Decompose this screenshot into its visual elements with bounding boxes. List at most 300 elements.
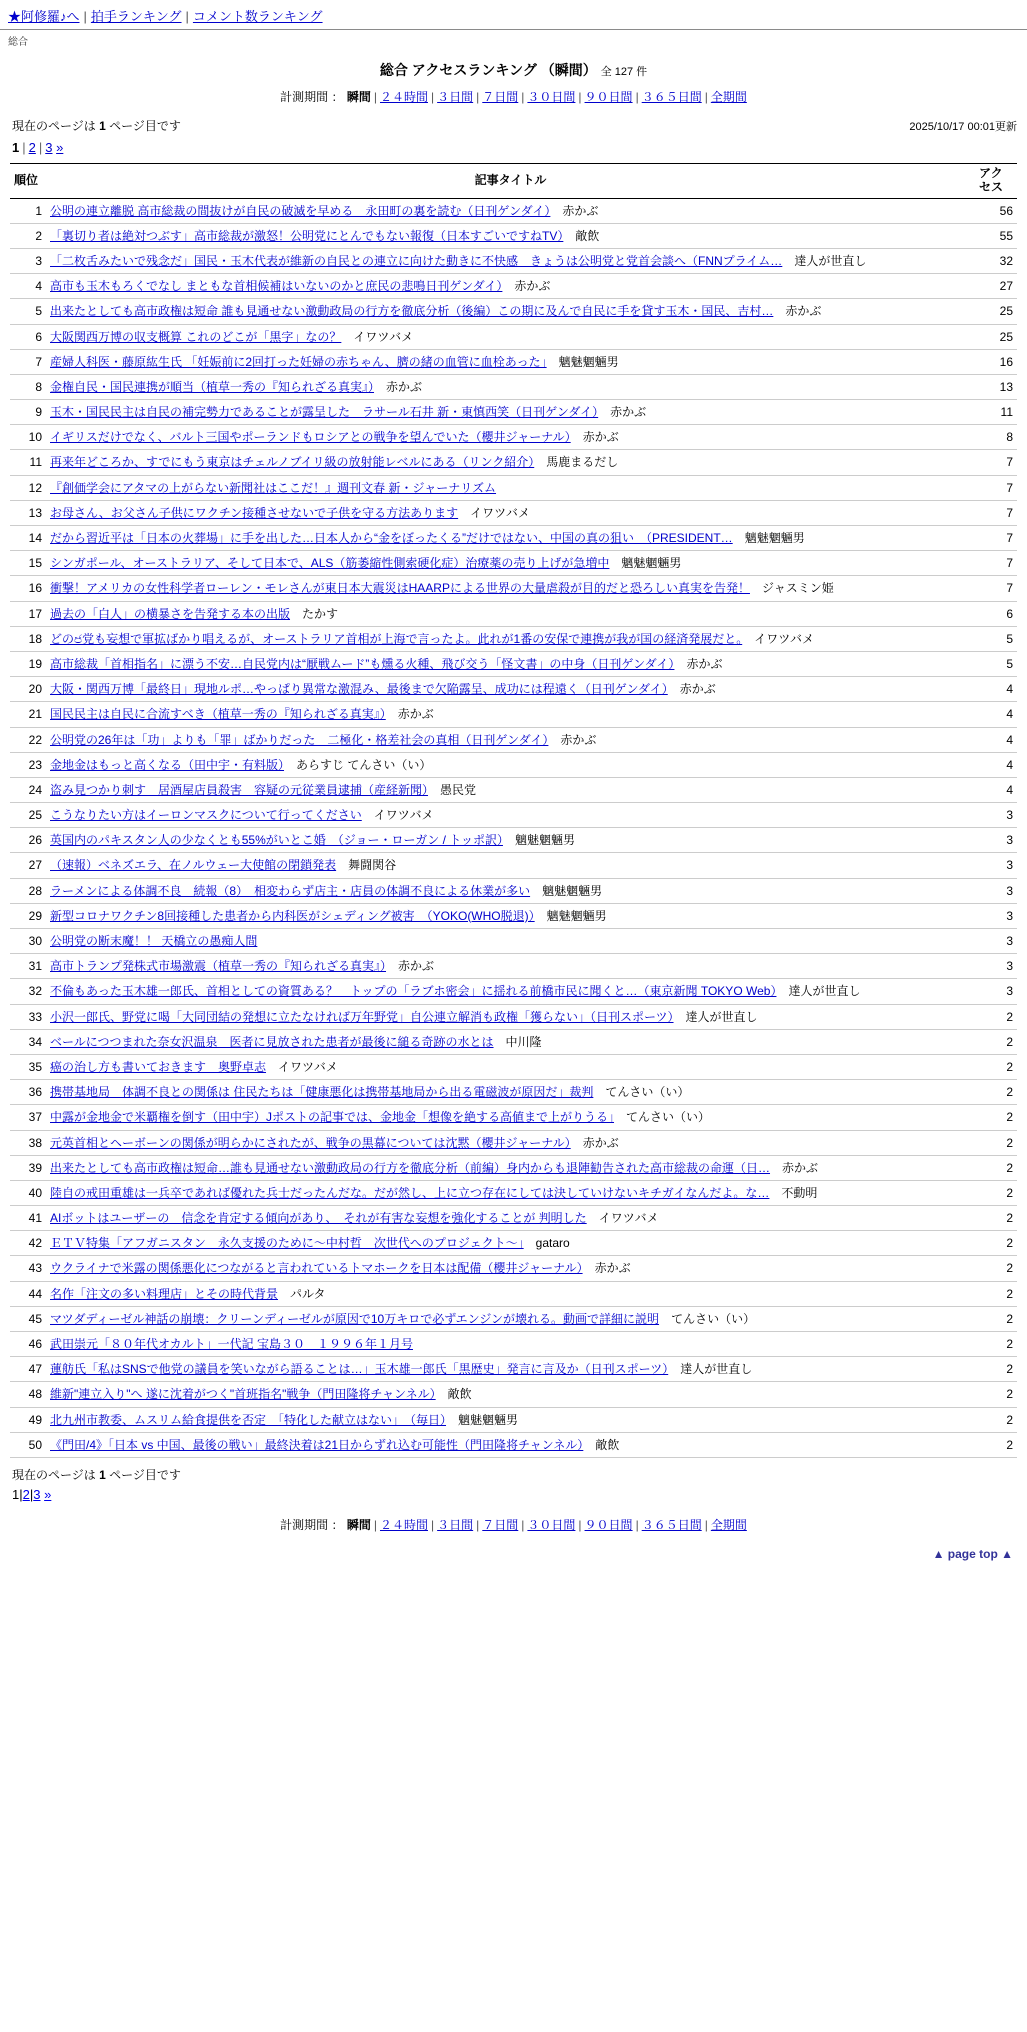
article-author: 赤かぶ	[582, 1135, 619, 1150]
table-row	[10, 752, 1017, 777]
table-row	[10, 903, 1017, 928]
article-author: 敵飲	[575, 228, 600, 243]
period-option-24h-bottom[interactable]: ２４時間	[379, 1517, 428, 1532]
row-title-cell	[46, 1256, 975, 1281]
article-author: イワツバメ	[353, 329, 414, 344]
period-sep-6-bottom: |	[635, 1517, 639, 1532]
table-row	[10, 853, 1017, 878]
table-row	[10, 374, 1017, 399]
table-row	[10, 954, 1017, 979]
article-author: 赤かぶ	[594, 1261, 631, 1276]
article-link[interactable]: 大阪・関西万博「最終日」現地ルポ…やっぱり異常な激混み、最後まで欠陥露呈、成功には程遠く（日刊ゲンダイ）	[50, 682, 668, 697]
row-access-count: 3	[975, 903, 1017, 928]
table-row	[10, 248, 1017, 273]
row-rank: 17	[10, 601, 46, 626]
table-row	[10, 677, 1017, 702]
row-access-count: 7	[975, 450, 1017, 475]
article-author: てんさい（い）	[671, 1311, 756, 1326]
article-link[interactable]: （速報）ベネズエラ、在ノルウェー大使館の閉鎖発表	[50, 858, 337, 873]
row-title-cell	[46, 198, 975, 223]
row-access-count: 2	[975, 1105, 1017, 1130]
updated-timestamp: 2025/10/17 00:01更新	[909, 121, 1017, 133]
page-sep-2-bottom: |	[29, 1486, 34, 1502]
page-top-link[interactable]: ▲ page top ▲	[932, 1546, 1013, 1561]
row-title-cell	[46, 752, 975, 777]
article-author: たかす	[302, 606, 339, 621]
row-rank: 36	[10, 1080, 46, 1105]
page-link-3[interactable]: 3	[45, 140, 53, 155]
pagination-bottom	[12, 1487, 1015, 1502]
row-title-cell	[46, 425, 975, 450]
row-title-cell	[46, 274, 975, 299]
row-access-count: 3	[975, 803, 1017, 828]
row-rank: 12	[10, 475, 46, 500]
table-row	[10, 400, 1017, 425]
article-link[interactable]: こうなりたい方はイーロンマスクについて行ってください	[50, 808, 362, 823]
article-link[interactable]: 英国内のパキスタン人の少なくとも55%がいとこ婚 （ジョー・ローガン / トッポ訳）	[50, 833, 503, 848]
row-access-count: 3	[975, 878, 1017, 903]
table-row	[10, 551, 1017, 576]
article-link[interactable]: 玉木・国民民主は自民の補完勢力であることが露呈した ラサール石井 新・東慎西笑（日刊ゲンダイ）	[50, 405, 599, 420]
nav-link-comment-ranking[interactable]: コメント数ランキング	[192, 9, 323, 24]
article-link[interactable]: 「二枚舌みたいで残念だ」国民・玉木代表が維新の自民との連立に向けた動きに不快感 きょうは公明党と党首会談へ（FNNプライム…	[50, 253, 783, 268]
row-rank: 29	[10, 903, 46, 928]
row-access-count: 2	[975, 1256, 1017, 1281]
row-rank: 37	[10, 1105, 46, 1130]
period-sep-6: |	[635, 90, 639, 104]
table-row	[10, 223, 1017, 248]
period-sep-2-bottom: |	[431, 1517, 435, 1532]
row-title-cell	[46, 1180, 975, 1205]
period-sep-5-bottom: |	[578, 1517, 582, 1532]
row-rank: 3	[10, 248, 46, 273]
table-row	[10, 878, 1017, 903]
article-link[interactable]: 出来たとしても高市政権は短命 誰も見通せない激動政局の行方を徹底分析（後編）この期に及んで自民に手を貸す玉木・国民、吉村…	[50, 304, 774, 319]
article-author: 不動明	[781, 1185, 818, 1200]
row-access-count: 13	[975, 374, 1017, 399]
top-navigation	[0, 0, 1027, 30]
row-rank: 45	[10, 1306, 46, 1331]
row-access-count: 2	[975, 1029, 1017, 1054]
row-rank: 25	[10, 803, 46, 828]
row-title-cell	[46, 1281, 975, 1306]
table-row	[10, 500, 1017, 525]
row-title-cell	[46, 677, 975, 702]
row-rank: 18	[10, 626, 46, 651]
table-row	[10, 777, 1017, 802]
page-top-link-container	[0, 1533, 1027, 1579]
table-row	[10, 727, 1017, 752]
article-author: 赤かぶ	[785, 304, 822, 319]
row-access-count: 5	[975, 626, 1017, 651]
row-title-cell	[46, 1004, 975, 1029]
row-access-count: 2	[975, 1231, 1017, 1256]
article-author: 馬鹿まるだし	[546, 455, 619, 470]
page-link-1[interactable]: 1	[12, 140, 20, 155]
row-rank: 34	[10, 1029, 46, 1054]
row-title-cell	[46, 576, 975, 601]
period-option-365d[interactable]: ３６５日間	[641, 90, 702, 104]
row-title-cell	[46, 475, 975, 500]
row-access-count: 2	[975, 1281, 1017, 1306]
row-title-cell	[46, 929, 975, 954]
row-access-count: 4	[975, 777, 1017, 802]
row-title-cell	[46, 601, 975, 626]
article-link[interactable]: 金地金はもっと高くなる（田中宇・有料版）	[50, 757, 285, 772]
article-link[interactable]: 高市トランプ発株式市場激震（植草一秀の『知られざる真実』）	[50, 959, 387, 974]
article-link[interactable]: 中露が金地金で米覇権を倒す（田中宇）Jポストの記事では、金地金「想像を絶する高値まで上がりうる」	[50, 1110, 615, 1125]
table-row	[10, 1306, 1017, 1331]
page-title	[0, 60, 1027, 80]
row-title-cell	[46, 551, 975, 576]
row-access-count: 7	[975, 475, 1017, 500]
row-rank: 9	[10, 400, 46, 425]
ranking-table	[10, 163, 1017, 1458]
row-rank: 49	[10, 1407, 46, 1432]
table-row	[10, 1256, 1017, 1281]
article-link[interactable]: AIボットはユーザーの 信念を肯定する傾向があり、 それが有害な妄想を強化することが 判明した	[50, 1211, 587, 1226]
article-author: 赤かぶ	[398, 959, 435, 974]
article-author: 敵飲	[447, 1387, 472, 1402]
row-title-cell	[46, 400, 975, 425]
article-author: 赤かぶ	[679, 682, 716, 697]
article-link[interactable]: ＥＴＶ特集「アフガニスタン 永久支援のために～中村哲 次世代へのプロジェクト～」	[50, 1236, 524, 1251]
row-access-count: 2	[975, 1206, 1017, 1231]
row-access-count: 2	[975, 1382, 1017, 1407]
article-link[interactable]: 再来年どころか、すでにもう東京はチェルノブイリ級の放射能レベルにある（リンク紹介）	[50, 455, 535, 470]
article-link[interactable]: 《門田/4》「日本 vs 中国、最後の戦い」最終決着は21日からずれ込む可能性（門田隆将チャンネル）	[50, 1437, 584, 1452]
page-link-next[interactable]: »	[56, 140, 64, 155]
article-author: てんさい（い）	[626, 1110, 711, 1125]
row-rank: 2	[10, 223, 46, 248]
article-link[interactable]: 携帯基地局 体調不良との関係は 住民たちは「健康悪化は携帯基地局から出る電磁波が原因だ」裁判	[50, 1085, 594, 1100]
article-author: ジャスミン姫	[761, 581, 834, 596]
row-title-cell	[46, 526, 975, 551]
table-row	[10, 803, 1017, 828]
table-row	[10, 702, 1017, 727]
article-author: 達人が世直し	[788, 984, 861, 999]
article-author: パルタ	[290, 1286, 326, 1301]
table-row	[10, 1155, 1017, 1180]
row-rank: 20	[10, 677, 46, 702]
period-sep-7: |	[704, 90, 708, 104]
article-author: 達人が世直し	[685, 1009, 758, 1024]
article-link[interactable]: 公明の連立離脱 高市総裁の間抜けが自民の破滅を早める 永田町の裏を読む（日刊ゲンダイ）	[50, 203, 551, 218]
table-row	[10, 450, 1017, 475]
row-title-cell	[46, 248, 975, 273]
current-page-post: ページ目です	[109, 119, 181, 133]
row-access-count: 2	[975, 1130, 1017, 1155]
row-access-count: 25	[975, 324, 1017, 349]
article-author: 赤かぶ	[514, 279, 551, 294]
page-link-next-bottom[interactable]: »	[44, 1486, 52, 1502]
row-rank: 15	[10, 551, 46, 576]
article-author: 赤かぶ	[686, 656, 723, 671]
row-rank: 30	[10, 929, 46, 954]
row-access-count: 7	[975, 500, 1017, 525]
article-author: 舞闘関谷	[348, 858, 397, 873]
article-author: 魑魅魍魎男	[744, 531, 805, 546]
article-author: 魑魅魍魎男	[546, 908, 607, 923]
row-title-cell	[46, 626, 975, 651]
article-link[interactable]: 過去の「白人」の横暴さを告発する本の出版	[50, 606, 291, 621]
page-link-1-bottom[interactable]: 1	[12, 1486, 20, 1502]
row-title-cell	[46, 374, 975, 399]
article-link[interactable]: 金権自民・国民連携が順当（植草一秀の『知られざる真実』）	[50, 379, 375, 394]
page-link-2-bottom[interactable]: 2	[22, 1486, 30, 1502]
table-row	[10, 274, 1017, 299]
article-link[interactable]: 「裏切り者は絶対つぶす」高市総裁が激怒！公明党にとんでもない報復（日本すごいですねTV）	[50, 228, 564, 243]
period-sep-3-bottom: |	[476, 1517, 480, 1532]
current-page-number-bottom: 1	[99, 1467, 106, 1482]
row-title-cell	[46, 450, 975, 475]
article-author: 魑魅魍魎男	[514, 833, 575, 848]
article-author: 愚民党	[440, 782, 477, 797]
page-link-3-bottom[interactable]: 3	[33, 1486, 41, 1502]
header-title: 記事タイトル	[46, 164, 975, 199]
table-row	[10, 1432, 1017, 1457]
article-link[interactable]: 出来たとしても高市政権は短命…誰も見通せない激動政局の行方を徹底分析（前編）身内からも退陣勧告された高市総裁の命運（日…	[50, 1160, 771, 1175]
row-access-count: 3	[975, 828, 1017, 853]
row-access-count: 56	[975, 198, 1017, 223]
article-author: 赤かぶ	[397, 707, 434, 722]
row-access-count: 3	[975, 929, 1017, 954]
nav-link-asyura[interactable]: ★阿修羅♪へ	[8, 9, 80, 24]
article-link[interactable]: 新型コロナワクチン8回接種した患者から内科医がシェディング被害 （YOKO(WHO脱退)）	[50, 908, 535, 923]
article-link[interactable]: 不倫もあった玉木雄一郎氏、首相としての資質ある？ トップの「ラブホ密会」に揺れる前橋市民に聞くと…（東京新聞 TOKYO Web）	[50, 984, 777, 999]
row-title-cell	[46, 1231, 975, 1256]
nav-separator-1: |	[83, 9, 87, 24]
article-link[interactable]: 維新"連立入り"へ 遂に沈着がつく"首班指名"戦争（門田隆将チャンネル）	[50, 1387, 436, 1402]
period-option-instant[interactable]: 瞬間	[346, 90, 371, 104]
article-link[interactable]: 高市も玉木もろくでなし まともな首相候補はいないのかと庶民の悲鳴日刊ゲンダイ）	[50, 279, 503, 294]
row-rank: 27	[10, 853, 46, 878]
article-link[interactable]: ラーメンによる体調不良 続報（8） 相変わらず店主・店員の体調不良による休業が多い	[50, 883, 531, 898]
period-sep-3: |	[476, 90, 480, 104]
table-row	[10, 576, 1017, 601]
row-access-count: 25	[975, 299, 1017, 324]
row-access-count: 3	[975, 979, 1017, 1004]
period-option-instant-bottom[interactable]: 瞬間	[346, 1517, 371, 1532]
period-option-all[interactable]: 全期間	[710, 90, 747, 104]
table-row	[10, 1105, 1017, 1130]
article-author: 赤かぶ	[610, 405, 647, 420]
row-rank: 42	[10, 1231, 46, 1256]
period-option-24h[interactable]: ２４時間	[379, 90, 428, 104]
row-access-count: 4	[975, 752, 1017, 777]
article-link[interactable]: シンガポール、オーストラリア、そして日本で、ALS（筋萎縮性側索硬化症）治療薬の売り上げが急増中	[50, 556, 610, 571]
row-access-count: 2	[975, 1407, 1017, 1432]
period-selector-bottom	[0, 1516, 1027, 1533]
article-link[interactable]: ウクライナで米露の関係悪化につながると言われているトマホークを日本は配備（櫻井ジャーナル）	[50, 1261, 583, 1276]
row-access-count: 3	[975, 853, 1017, 878]
article-link[interactable]: ベールにつつまれた奈女沢温泉 医者に見放された患者が最後に縋る奇跡の水とは	[50, 1034, 494, 1049]
period-option-7d[interactable]: ７日間	[482, 90, 519, 104]
header-rank: 順位	[10, 164, 46, 199]
article-link[interactable]: マツダディーゼル神話の崩壊：クリーンディーゼルが原因で10万キロで必ずエンジンが壊れる。動画で詳細に説明	[50, 1311, 660, 1326]
article-link[interactable]: 小沢一郎氏、野党に喝「大同団結の発想に立たなければ万年野党」自公連立解消も政権「獲らない」（日刊スポーツ）	[50, 1009, 674, 1024]
table-row	[10, 1357, 1017, 1382]
table-row	[10, 1231, 1017, 1256]
table-row	[10, 1180, 1017, 1205]
table-row	[10, 1332, 1017, 1357]
article-link[interactable]: 盗み見つかり刺す 居酒屋店員殺害 容疑の元従業員逮捕（産経新聞）	[50, 782, 429, 797]
pagination-bottom-area	[0, 1458, 1027, 1504]
table-row	[10, 1407, 1017, 1432]
row-rank: 6	[10, 324, 46, 349]
article-author: イワツバメ	[754, 631, 814, 646]
row-access-count: 2	[975, 1180, 1017, 1205]
article-author: てんさい（い）	[605, 1085, 690, 1100]
article-link[interactable]: イギリスだけでなく、バルト三国やポーランドもロシアとの戦争を望んでいた（櫻井ジャーナル）	[50, 430, 571, 445]
pagination-top	[0, 134, 1027, 163]
row-title-cell	[46, 954, 975, 979]
article-link[interactable]: 公明党の26年は「功」よりも「罪」ばかりだった 二極化・格差社会の真相（日刊ゲンダイ）	[50, 732, 549, 747]
row-access-count: 2	[975, 1054, 1017, 1079]
row-title-cell	[46, 299, 975, 324]
period-option-30d[interactable]: ３０日間	[527, 90, 576, 104]
row-rank: 24	[10, 777, 46, 802]
row-rank: 11	[10, 450, 46, 475]
row-access-count: 2	[975, 1004, 1017, 1029]
period-sep-5: |	[578, 90, 582, 104]
article-link[interactable]: 武田崇元「８０年代オカルト」一代記 宝島３０ １９９６年１月号	[50, 1337, 413, 1352]
article-author: 赤かぶ	[782, 1160, 819, 1175]
row-rank: 19	[10, 651, 46, 676]
period-option-365d-bottom[interactable]: ３６５日間	[641, 1517, 702, 1532]
article-link[interactable]: 高市総裁「首相指名」に漂う不安…自民党内は“厭戦ムード”も燻る火種、飛び交う「怪文書」の中身（日刊ゲンダイ）	[50, 656, 675, 671]
article-link[interactable]: 癌の治し方も書いておきます 奥野卓志	[50, 1059, 267, 1074]
current-page-number: 1	[99, 119, 106, 133]
row-rank: 4	[10, 274, 46, 299]
article-author: イワツバメ	[470, 505, 530, 520]
row-title-cell	[46, 1407, 975, 1432]
period-option-7d-bottom[interactable]: ７日間	[482, 1517, 519, 1532]
article-author: 中川隆	[505, 1034, 542, 1049]
row-title-cell	[46, 777, 975, 802]
page-sep-1: |	[22, 140, 26, 155]
row-title-cell	[46, 1054, 975, 1079]
article-link[interactable]: 衝撃！アメリカの女性科学者ローレン・モレさんが東日本大震災はHAARPによる世界の大量虐殺が目的だと恐ろしい真実を告発！	[50, 581, 750, 596]
row-title-cell	[46, 828, 975, 853]
row-access-count: 2	[975, 1080, 1017, 1105]
table-row	[10, 299, 1017, 324]
period-option-90d-bottom[interactable]: ９０日間	[584, 1517, 633, 1532]
row-rank: 13	[10, 500, 46, 525]
table-row	[10, 1004, 1017, 1029]
page-link-2[interactable]: 2	[28, 140, 36, 155]
article-link[interactable]: お母さん、お父さん子供にワクチン接種させないで子供を守る方法あります	[50, 505, 459, 520]
row-access-count: 32	[975, 248, 1017, 273]
row-access-count: 6	[975, 601, 1017, 626]
period-sep-4: |	[521, 90, 525, 104]
article-link[interactable]: 北九州市教委、ムスリム給食提供を否定 「特化した献立はない」 （毎日）	[50, 1412, 447, 1427]
table-row	[10, 1054, 1017, 1079]
row-rank: 41	[10, 1206, 46, 1231]
article-link[interactable]: 元英首相とヘーボーンの関係が明らかにされたが、戦争の黒幕については沈黙（櫻井ジャーナル）	[50, 1135, 571, 1150]
table-row	[10, 626, 1017, 651]
row-access-count: 2	[975, 1432, 1017, 1457]
page-title-text: 総合 アクセスランキング （瞬間）	[379, 62, 597, 78]
row-access-count: 2	[975, 1155, 1017, 1180]
period-label: 計測期間 ：	[280, 90, 344, 104]
table-row	[10, 651, 1017, 676]
total-count: 全 127 件	[600, 66, 648, 78]
header-access: アクセス	[975, 164, 1017, 199]
article-author: 赤かぶ	[560, 732, 597, 747]
period-sep-7-bottom: |	[704, 1517, 708, 1532]
nav-link-clap-ranking[interactable]: 拍手ランキング	[90, 9, 182, 24]
current-page-indicator	[12, 117, 181, 134]
article-link[interactable]: 公明党の断末魔！！ 天橋立の愚痴人間	[50, 934, 258, 949]
table-row	[10, 1080, 1017, 1105]
article-link[interactable]: 蓮舫氏「私はSNSで他党の議員を笑いながら語ることは…」玉木雄一郎氏「黒歴史」発言に言及か（日刊スポーツ）	[50, 1362, 669, 1377]
article-link[interactable]: 陸自の戒田重雄は一兵卒であれば優れた兵士だったんだな。だが然し、上に立つ存在にしては決していけないキチガイなんだよ。な…	[50, 1185, 770, 1200]
row-title-cell	[46, 324, 975, 349]
page-sep-2: |	[38, 140, 43, 155]
current-page-indicator-bottom	[12, 1466, 1015, 1483]
article-link[interactable]: だから習近平は「日本の火葬場」に手を出した…日本人から“金をぼったくる”だけではない、中国の真の狙い （PRESIDENT…	[50, 531, 733, 546]
row-rank: 5	[10, 299, 46, 324]
period-option-3d-bottom[interactable]: ３日間	[437, 1517, 474, 1532]
article-author: 魑魅魍魎男	[542, 883, 603, 898]
row-rank: 33	[10, 1004, 46, 1029]
row-access-count: 3	[975, 954, 1017, 979]
row-access-count: 11	[975, 400, 1017, 425]
table-row	[10, 1281, 1017, 1306]
row-access-count: 2	[975, 1306, 1017, 1331]
current-page-pre: 現在のページは	[12, 119, 96, 133]
row-rank: 44	[10, 1281, 46, 1306]
breadcrumb: 総合	[8, 37, 28, 48]
table-row	[10, 601, 1017, 626]
row-access-count: 5	[975, 651, 1017, 676]
period-option-3d[interactable]: ３日間	[437, 90, 474, 104]
row-rank: 7	[10, 349, 46, 374]
article-link[interactable]: 名作「注文の多い料理店」とその時代背景	[50, 1286, 279, 1301]
row-rank: 50	[10, 1432, 46, 1457]
row-title-cell	[46, 651, 975, 676]
article-link[interactable]: 大阪関西万博の収支概算 これのどこが「黒字」なの？	[50, 329, 342, 344]
row-title-cell	[46, 727, 975, 752]
article-link[interactable]: どのජ党も妄想で軍拡ばかり唱えるが、オーストラリア首相が上海で言ったよ。此れが1番の安保で連携が我が国の経済発展だと。	[50, 631, 743, 646]
row-access-count: 8	[975, 425, 1017, 450]
table-row	[10, 526, 1017, 551]
row-access-count: 7	[975, 576, 1017, 601]
article-link[interactable]: 国民民主は自民に合流すべき（植草一秀の『知られざる真実』）	[50, 707, 386, 722]
period-sep-1: |	[373, 90, 377, 104]
table-row	[10, 475, 1017, 500]
row-rank: 14	[10, 526, 46, 551]
row-access-count: 7	[975, 551, 1017, 576]
table-row	[10, 425, 1017, 450]
row-title-cell	[46, 878, 975, 903]
row-rank: 47	[10, 1357, 46, 1382]
nav-separator-2: |	[185, 9, 189, 24]
article-link[interactable]: 産婦人科医・藤原紘生氏 「妊娠前に2回打った妊婦の赤ちゃん、臍の緒の血管に血栓あった」	[50, 354, 547, 369]
article-author: 達人が世直し	[680, 1362, 753, 1377]
period-option-90d[interactable]: ９０日間	[584, 90, 633, 104]
row-title-cell	[46, 1382, 975, 1407]
article-author: 赤かぶ	[582, 430, 619, 445]
period-option-all-bottom[interactable]: 全期間	[710, 1517, 747, 1532]
row-title-cell	[46, 853, 975, 878]
row-rank: 10	[10, 425, 46, 450]
page-sep-1-bottom: |	[19, 1486, 23, 1502]
row-title-cell	[46, 1357, 975, 1382]
article-link[interactable]: 『創価学会にアタマの上がらない新聞社はここだ！』週刊文春 新・ジャーナリズム	[50, 480, 497, 495]
period-option-30d-bottom[interactable]: ３０日間	[527, 1517, 576, 1532]
